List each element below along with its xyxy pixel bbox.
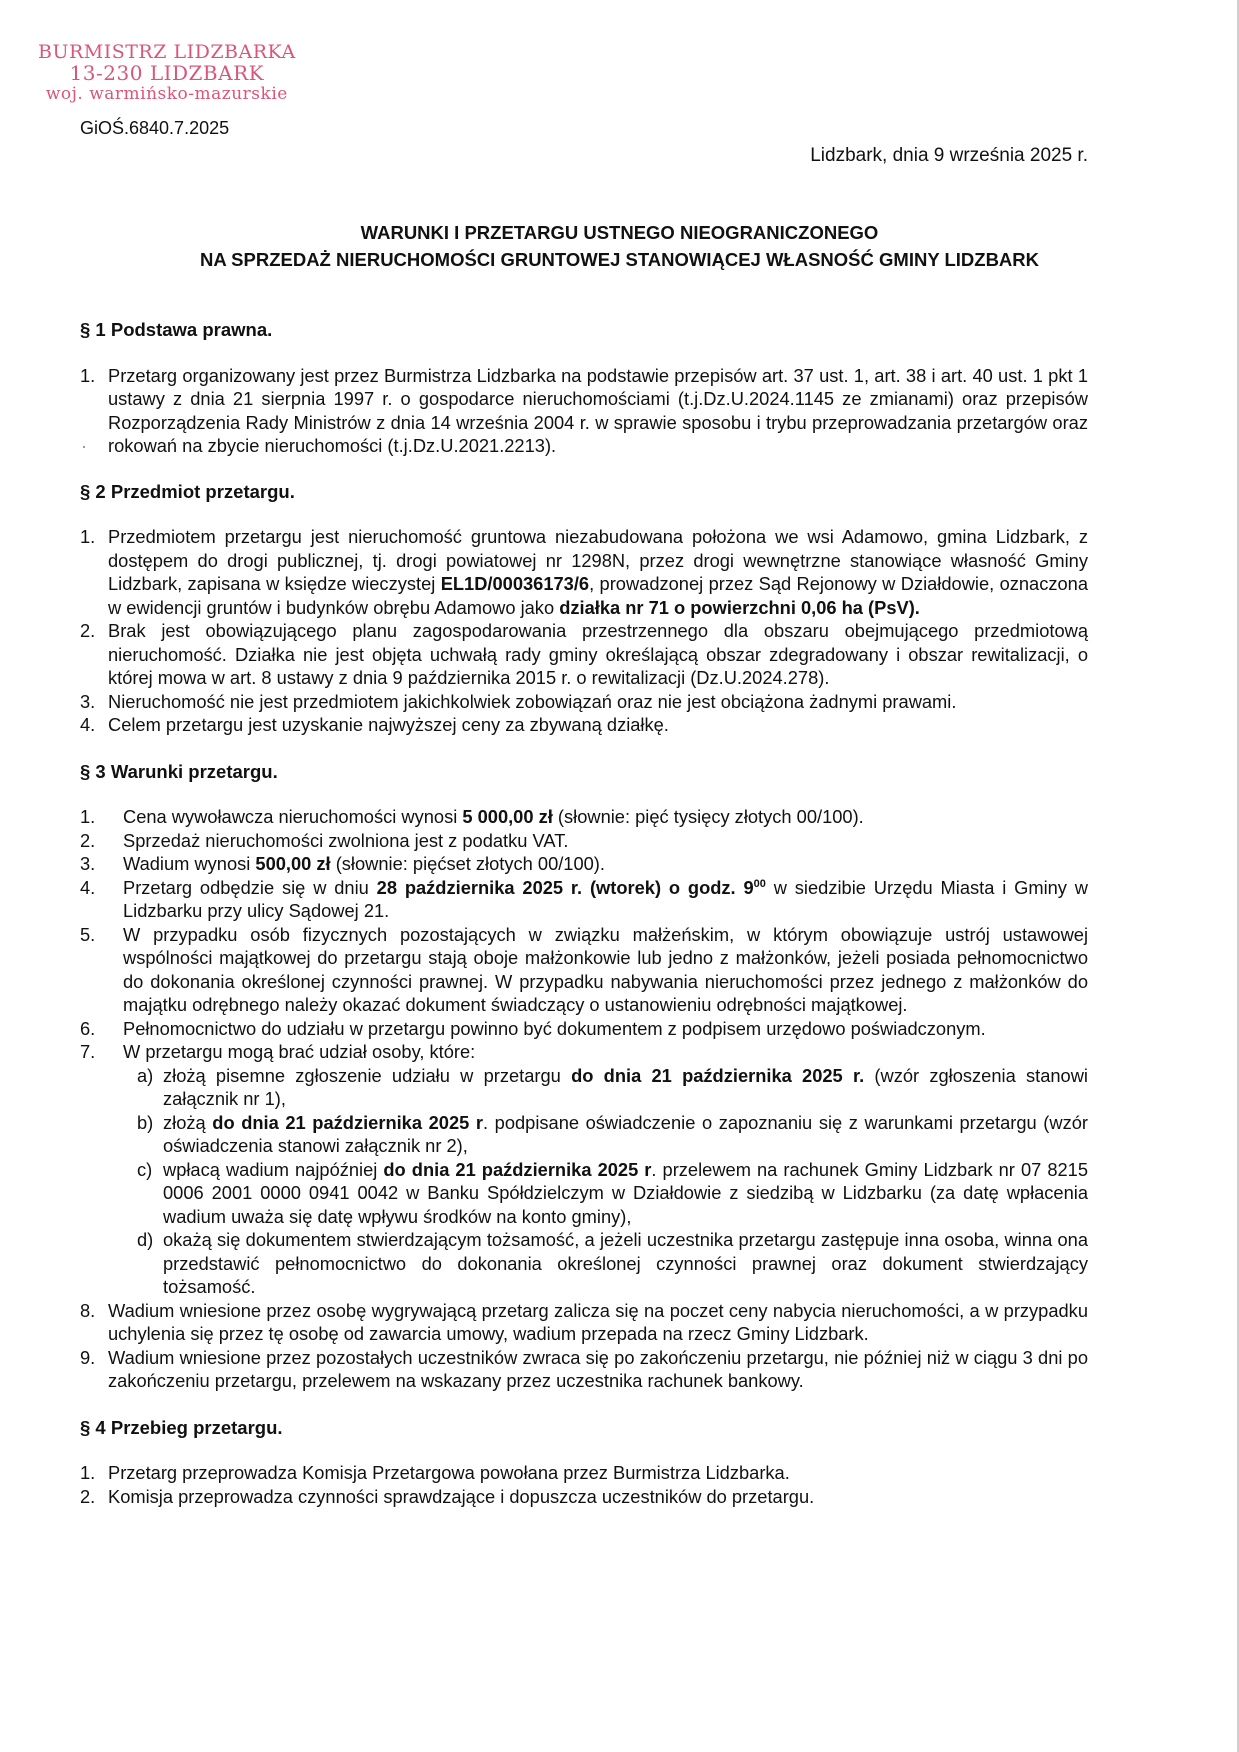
list-item: 3. Nieruchomość nie jest przedmiotem jakichkolwiek zobowiązań oraz nie jest obciążona żadnymi prawami. <box>80 690 957 712</box>
list-item: 2. Sprzedaż nieruchomości zwolniona jest z podatku VAT. <box>80 829 569 851</box>
sublist-item: b) złożą do dnia 21 października 2025 r. podpisane oświadczenie o zapoznaniu się z warunkami przetargu (wzór oświadczenia stanowi załącznik nr 2), <box>137 1111 1088 1156</box>
sublist-item: a) złożą pisemne zgłoszenie udziału w przetargu do dnia 21 października 2025 r. (wzór zgłoszenia stanowi załącznik nr 1), <box>137 1064 1088 1109</box>
document-date: Lidzbark, dnia 9 września 2025 r. <box>810 145 1088 166</box>
list-item: 7. W przetargu mogą brać udział osoby, które: a) złożą pisemne zgłoszenie udziału w przetargu do dnia 21 października 2025 r. (wzór zgłoszenia stanowi załącznik nr 1), b) złożą do dnia 21 października 2025 r. podpisane oświadczenie o zapoznaniu się z warunkami przetargu (wzór oświadczenia stanowi załącznik nr 2), c) wpłacą wadium najpóźniej do dnia 21 października 2025 r. przelewem na rachunek Gminy Lidzbark nr 07 8215 0006 2001 0000 0941 0042 w Banku Spółdzielczym w Działdowie z siedzibą w Lidzbarku (za datę wpłacenia wadium uważa się datę wpływu środków na konto gminy), d) okażą się dokumentem stwierdzającym tożsamość, a jeżeli uczestnika przetargu zastępuje inna osoba, winna ona przedstawić pełnomocnictwo do dokonania określonej czynności prawnej oraz dokument stwierdzający tożsamość. <box>80 1041 1088 1297</box>
title-line-2: NA SPRZEDAŻ NIERUCHOMOŚCI GRUNTOWEJ STANOWIĄCEJ WŁASNOŚĆ GMINY LIDZBARK <box>199 249 1040 270</box>
sublist <box>123 1064 1088 1299</box>
list-item: 2. Komisja przeprowadza czynności sprawdzające i dopuszcza uczestników do przetargu. <box>80 1485 815 1507</box>
stamp-line-1: BURMISTRZ LIDZBARKA <box>38 41 296 63</box>
list-item: 2. Brak jest obowiązującego planu zagospodarowania przestrzennego dla obszaru obejmującego przedmiotową nieruchomość. Działka nie jest objęta uchwałą rady gminy określającą obszar zdegradowany i obszar rewitalizacji, o której mowa w art. 8 ustawy z dnia 9 października 2015 r. o rewitalizacji (Dz.U.2024.278). <box>80 620 1088 688</box>
section-2-list <box>80 525 1088 737</box>
list-item: 9. Wadium wniesione przez pozostałych uczestników zwraca się po zakończeniu przetargu, nie później niż w ciągu 3 dni po zakończeniu przetargu, przelewem na wskazany przez uczestnika rachunek bankowy. <box>80 1346 1088 1391</box>
document-title <box>0 219 1239 273</box>
list-item: 1. Przetarg organizowany jest przez Burmistrza Lidzbarka na podstawie przepisów art. 37 ust. 1, art. 38 i art. 40 ust. 1 pkt 1 ustawy z dnia 21 sierpnia 1997 r. o gospodarce nieruchomościami (t.j.Dz.U.2024.1145 ze zmianami) oraz przepisów Rozporządzenia Rady Ministrów z dnia 14 września 2004 r. w sprawie sposobu i trybu przeprowadzania przetargów oraz rokowań na zbycie nieruchomości (t.j.Dz.U.2021.2213). <box>80 364 1088 456</box>
list-item: 4. Celem przetargu jest uzyskanie najwyższej ceny za zbywaną działkę. <box>80 714 669 735</box>
reference-number: GiOŚ.6840.7.2025 <box>80 118 230 138</box>
list-item: 8. Wadium wniesione przez osobę wygrywającą przetarg zalicza się na poczet ceny nabycia nieruchomości, a w przypadku uchylenia się przez tę osobę od zawarcia umowy, wadium przepada na rzecz Gminy Lidzbark. <box>80 1299 1088 1344</box>
sublist-item: d) okażą się dokumentem stwierdzającym tożsamość, a jeżeli uczestnika przetargu zastępuje inna osoba, winna ona przedstawić pełnomocnictwo do dokonania określonej czynności prawnej oraz dokument stwierdzający tożsamość. <box>137 1229 1088 1297</box>
list-item: 6. Pełnomocnictwo do udziału w przetargu powinno być dokumentem z podpisem urzędowo poświadczonym. <box>80 1017 986 1039</box>
section-2-heading: § 2 Przedmiot przetargu. <box>80 480 295 502</box>
list-item: 1. Przetarg przeprowadza Komisja Przetargowa powołana przez Burmistrza Lidzbarka. <box>80 1462 790 1483</box>
section-4-heading: § 4 Przebieg przetargu. <box>80 1416 283 1438</box>
section-3-list <box>80 805 1088 1299</box>
list-item: 4. Przetarg odbędzie się w dniu 28 października 2025 r. (wtorek) o godz. $9^{00}$ w siedzibie Urzędu Miasta i Gminy w Lidzbarku przy ulicy Sądowej 21. <box>80 876 1088 921</box>
list-item: 1. Przedmiotem przetargu jest nieruchomość gruntowa niezabudowana położona we wsi Adamowo, gmina Lidzbark, z dostępem do drogi publicznej, tj. drogi powiatowej nr 1298N, przez drogi wewnętrzne stanowiące własność Gminy Lidzbark, zapisana w księdze wieczystej EL1D/00036173/6, prowadzonej przez Sąd Rejonowy w Działdowie, oznaczona w ewidencji gruntów i budynków obrębu Adamowo jako działka nr 71 o powierzchni 0,06 ha (PsV). <box>80 526 1089 618</box>
section-3-list-cont <box>80 1299 1088 1393</box>
section-3-heading: § 3 Warunki przetargu. <box>80 760 278 782</box>
section-1-list <box>80 364 1088 458</box>
section-1-heading: § 1 Podstawa prawna. <box>80 319 273 340</box>
list-item: 1. Cena wywoławcza nieruchomości wynosi 5 000,00 zł (słownie: pięć tysięcy złotych 00/100). <box>80 806 864 827</box>
list-item: 5. W przypadku osób fizycznych pozostających w związku małżeńskim, w którym obowiązuje ustrój ustawowej wspólności majątkowej do przetargu stają oboje małżonkowie lub jedno z małżonków, jeżeli posiada pełnomocnictwo do dokonania określonej czynności prawnej. W przypadku nabywania nieruchomości przez jednego z małżonków do majątku odrębnego należy okazać dokument świadczący o ustanowieniu odrębności majątkowej. <box>80 923 1088 1015</box>
list-item: 3. Wadium wynosi 500,00 zł (słownie: pięćset złotych 00/100). <box>80 853 605 874</box>
sublist-item: c) wpłacą wadium najpóźniej do dnia 21 października 2025 r. przelewem na rachunek Gminy Lidzbark nr 07 8215 0006 2001 0000 0941 0042 w Banku Spółdzielczym w Działdowie z siedzibą w Lidzbarku (za datę wpłacenia wadium uważa się datę wpływu środków na konto gminy), <box>137 1158 1088 1227</box>
title-line-1: WARUNKI I PRZETARGU USTNEGO NIEOGRANICZONEGO <box>360 222 879 243</box>
stamp-line-3: woj. warmińsko-mazurskie <box>45 84 288 104</box>
stamp-line-2: 13-230 LIDZBARK <box>69 61 265 85</box>
official-stamp <box>38 42 296 105</box>
section-4-list <box>80 1461 1088 1508</box>
document-body <box>80 318 1088 1508</box>
